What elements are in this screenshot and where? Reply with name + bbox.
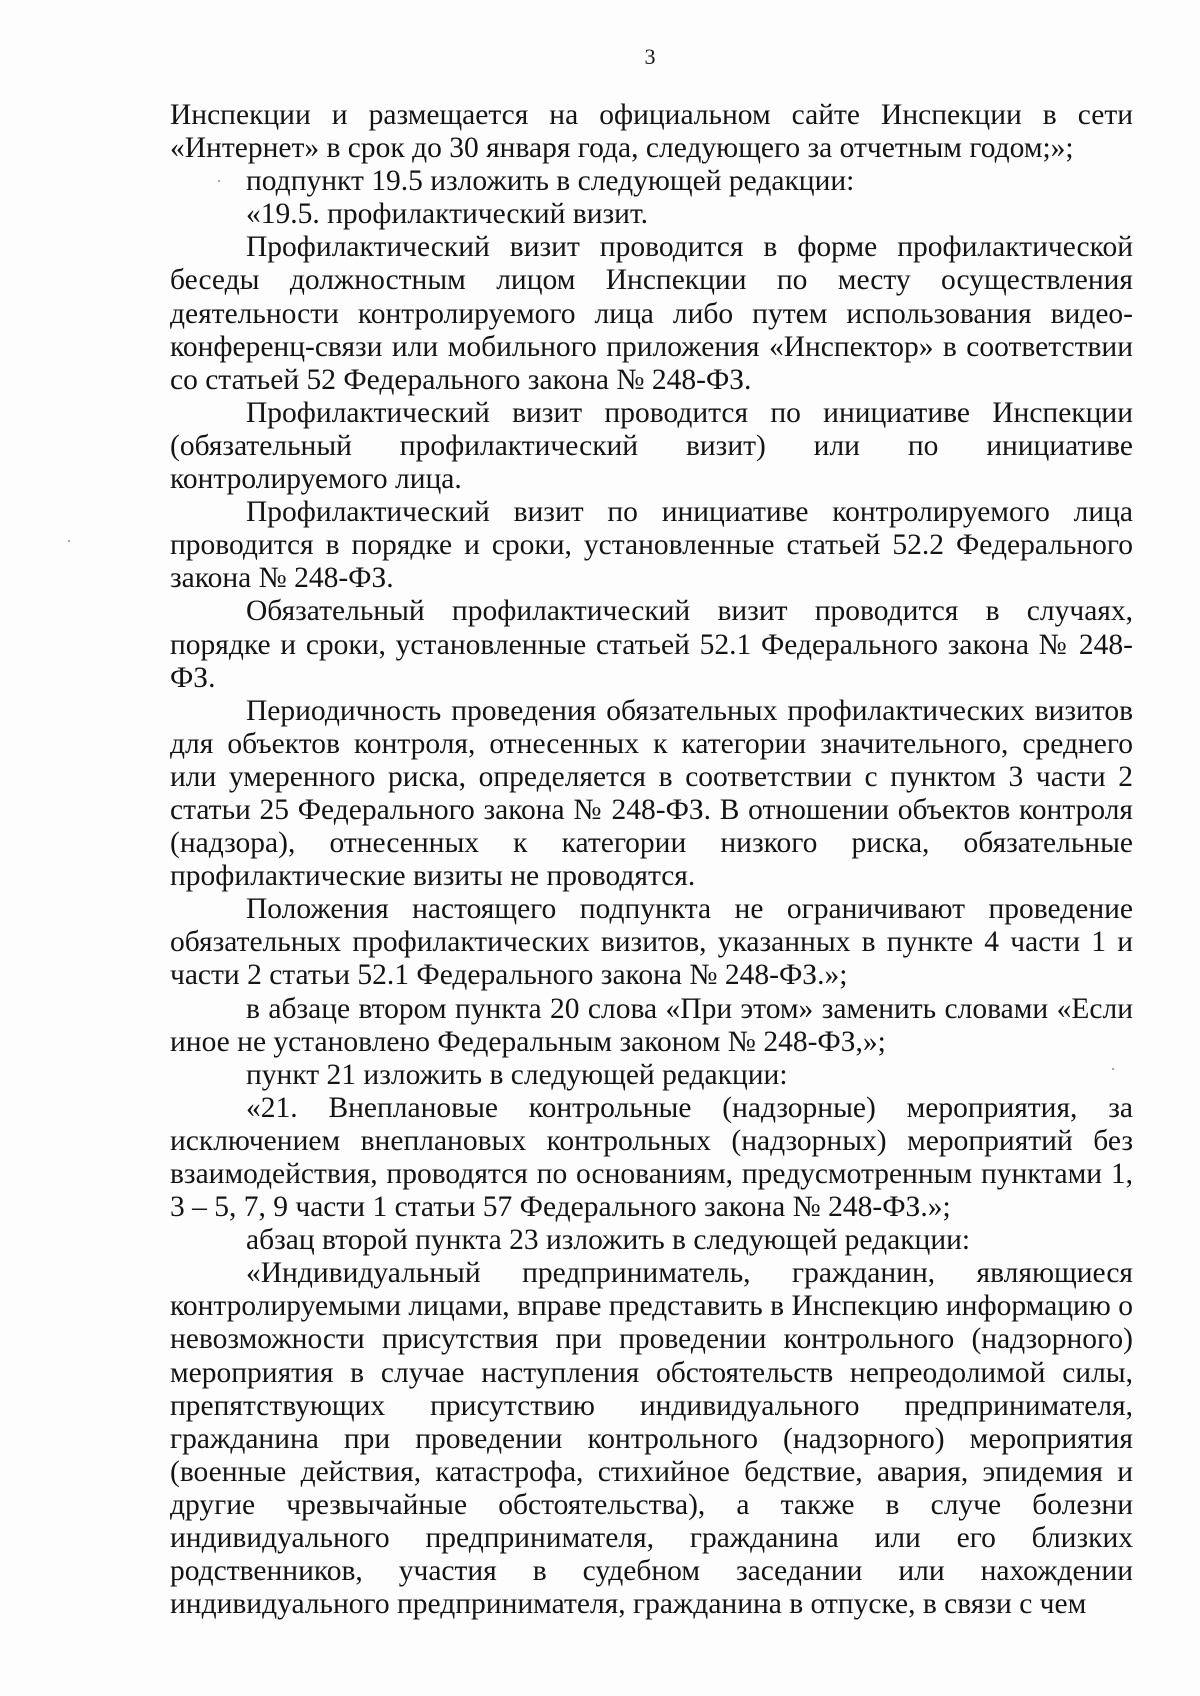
paragraph-clause-20-amendment: в абзаце втором пункта 20 слова «При этом» заменить словами «Если иное не установлено Федеральным законом № 248-ФЗ,»; [170,992,1133,1058]
paragraph-clause-23-intro: абзац второй пункта 23 изложить в следующей редакции: [246,1224,971,1257]
paragraph-continuation: Инспекции и размещается на официальном сайте Инспекции в сети «Интернет» в срок до 30 января года, следующего за отчетным годом;»; [170,99,1133,165]
document-body [170,99,1133,1621]
paragraph-visit-form: Профилактический визит проводится в форме профилактической беседы должностным лицом Инспекции по месту осуществления деятельности контролируемого лица либо путем использования видео-конференц-связи или мобильного приложения «Инспектор» в соответствии со статьей 52 Федерального закона № 248-ФЗ. [170,231,1133,396]
paragraph-visit-controlled-person: Профилактический визит по инициативе контролируемого лица проводится в порядке и сроки, установленные статьей 52.2 Федерального закона № 248-ФЗ. [170,496,1133,595]
scan-speck [218,180,220,182]
scan-speck [68,540,70,542]
paragraph-subclause-provisions: Положения настоящего подпункта не ограничивают проведение обязательных профилактических визитов, указанных в пункте 4 части 1 и части 2 статьи 52.1 Федерального закона № 248-ФЗ.»; [170,893,1133,992]
paragraph-visit-initiative: Профилактический визит проводится по инициативе Инспекции (обязательный профилактический визит) или по инициативе контролируемого лица. [170,396,1133,496]
paragraph-visit-periodicity: Периодичность проведения обязательных профилактических визитов для объектов контроля, отнесенных к категории значительного, среднего или умеренного риска, определяется в соответствии с пунктом 3 части 2 статьи 25 Федерального закона № 248-ФЗ. В отношении объектов контроля (надзора), отнесенных к категории низкого риска, обязательные профилактические визиты не проводятся. [170,694,1133,893]
paragraph-clause-21-text: «21. Внеплановые контрольные (надзорные) мероприятия, за исключением внеплановых контрольных (надзорных) мероприятий без взаимодействия, проводятся по основаниям, предусмотренным пунктами 1, 3 – 5, 7, 9 части 1 статьи 57 Федерального закона № 248-ФЗ.»; [170,1091,1133,1224]
paragraph-subclause-19-5-title: «19.5. профилактический визит. [246,198,648,231]
paragraph-clause-21-intro: пункт 21 изложить в следующей редакции: [246,1058,788,1091]
paragraph-clause-23-text: «Индивидуальный предприниматель, гражданин, являющиеся контролируемыми лицами, вправе представить в Инспекцию информацию о невозможности присутствия при проведении контрольного (надзорного) мероприятия в случае наступления обстоятельств непреодолимой силы, препятствующих присутствию индивидуального предпринимателя, гражданина при проведении контрольного (надзорного) мероприятия (военные действия, катастрофа, стихийное бедствие, авария, эпидемия и другие чрезвычайные обстоятельства), а также в случе болезни индивидуального предпринимателя, гражданина или его близких родственников, участия в судебном заседании или нахождении индивидуального предпринимателя, гражданина в отпуске, в связи с чем [170,1257,1133,1621]
paragraph-mandatory-visit: Обязательный профилактический визит проводится в случаях, порядке и сроки, установленные статьей 52.1 Федерального закона № 248-ФЗ. [170,595,1133,694]
paragraph-subclause-19-5-intro: подпункт 19.5 изложить в следующей редакции: [246,165,855,198]
page-number: 3 [644,44,656,69]
scan-speck [1112,1068,1114,1070]
